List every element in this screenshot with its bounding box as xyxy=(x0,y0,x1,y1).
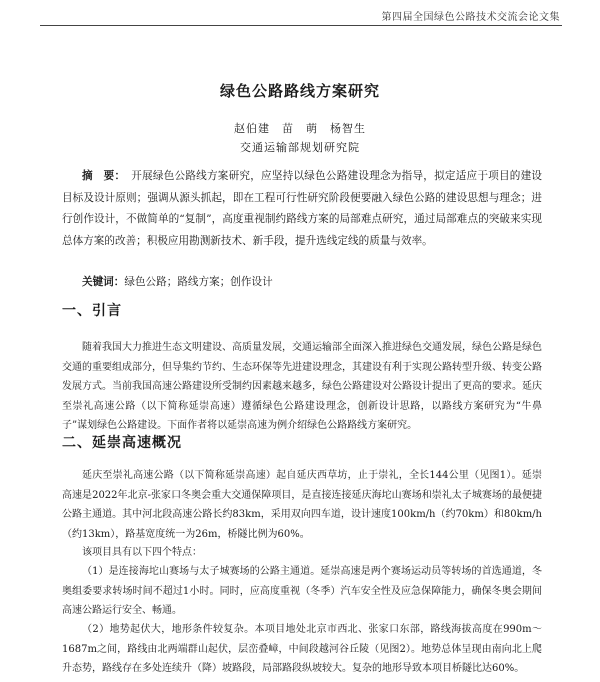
introduction-paragraph: 随着我国大力推进生态文明建设、高质量发展，交通运输部全面深入推进绿色交通发展，绿色公路是绿色交通的重要组成部分，但导集约节约、生态环保等先进建设理念，其建设有利于实现公路转型升级、转变公路发展方式。当前我国高速公路建设所受制约因素越来越多，绿色公路建设对公路设计提出了更高的要求。延庆至崇礼高速公路（以下简称延崇高速）遵循绿色公路建设理念，创新设计思路，以路线方案研究为“牛鼻子”谋划绿色公路建设。下面作者将以延崇高速为例介绍绿色公路路线方案研究。 xyxy=(62,342,542,431)
abstract-text: 开展绿色公路线方案研究，应坚持以绿色公路建设理念为指导，拟定适应于项目的建设目标及设计原则；强调从源头抓起，即在工程可行性研究阶段便要融入绿色公路的建设思想与理念；进行创作设计，不做简单的“复制”，高度重视制约路线方案的局部难点研究，通过局部难点的突破来实现总体方案的改善；积极应用勘测新技术、新手段，提升选线定线的质量与效率。 xyxy=(62,170,543,247)
overview-paragraph-3: （1）是连接海坨山赛场与太子城赛场的公路主通道。延崇高速是两个赛场运动员等转场的首选通道，冬奥组委要求转场时间不超过1小时。同时，应高度重视（冬季）汽车安全性及应急保障能力，确保冬奥会期间高速公路运行安全、畅通。 xyxy=(62,566,542,616)
overview-paragraph-4: （2）地势起伏大，地形条件较复杂。本项目地处北京市西北、张家口东部，路线海拔高度在990m～1687m之间，路线由北两端群山起伏，层峦叠嶂，中间段越河谷丘陵（见图2）。地势总体呈现由南向北上爬升态势，路线存在多处连续升（降）坡路段，局部路段纵坡较大。复杂的地形导致本项目桥隧比达60%。 xyxy=(62,624,542,674)
section-heading-overview: 二、延崇高速概况 xyxy=(62,435,182,451)
paper-affiliation: 交通运输部规划研究院 xyxy=(240,141,360,154)
keywords-label: 关键词： xyxy=(82,276,125,288)
overview-paragraph-2: 该项目具有以下四个特点： xyxy=(82,547,202,558)
keywords xyxy=(82,274,542,289)
abstract xyxy=(62,166,542,252)
paper-title: 绿色公路路线方案研究 xyxy=(219,82,380,100)
paper-authors: 赵伯建 苗 萌 杨智生 xyxy=(234,122,366,135)
header-divider xyxy=(40,25,562,26)
running-header xyxy=(0,0,600,30)
running-title: 第四届全国绿色公路技术交流会论文集 xyxy=(381,12,560,23)
overview-paragraph-1: 延庆至崇礼高速公路（以下简称延崇高速）起自延庆西草坊，止于崇礼，全长144公里（见图1）。延崇高速是2022年北京-张家口冬奥会重大交通保障项目，是直接连接延庆海坨山赛场和崇礼太子城赛场的最便捷公路主通道。其中河北段高速公路长约83km，采用双向四车道，设计速度100km/h（约70km）和80km/h（约13km），路基宽度统一为26m，桥隧比例为60%。 xyxy=(62,470,542,540)
keywords-text: 绿色公路；路线方案；创作设计 xyxy=(124,276,273,288)
abstract-label: 摘 要： xyxy=(82,170,126,182)
section-heading-introduction: 一、引言 xyxy=(62,303,122,319)
